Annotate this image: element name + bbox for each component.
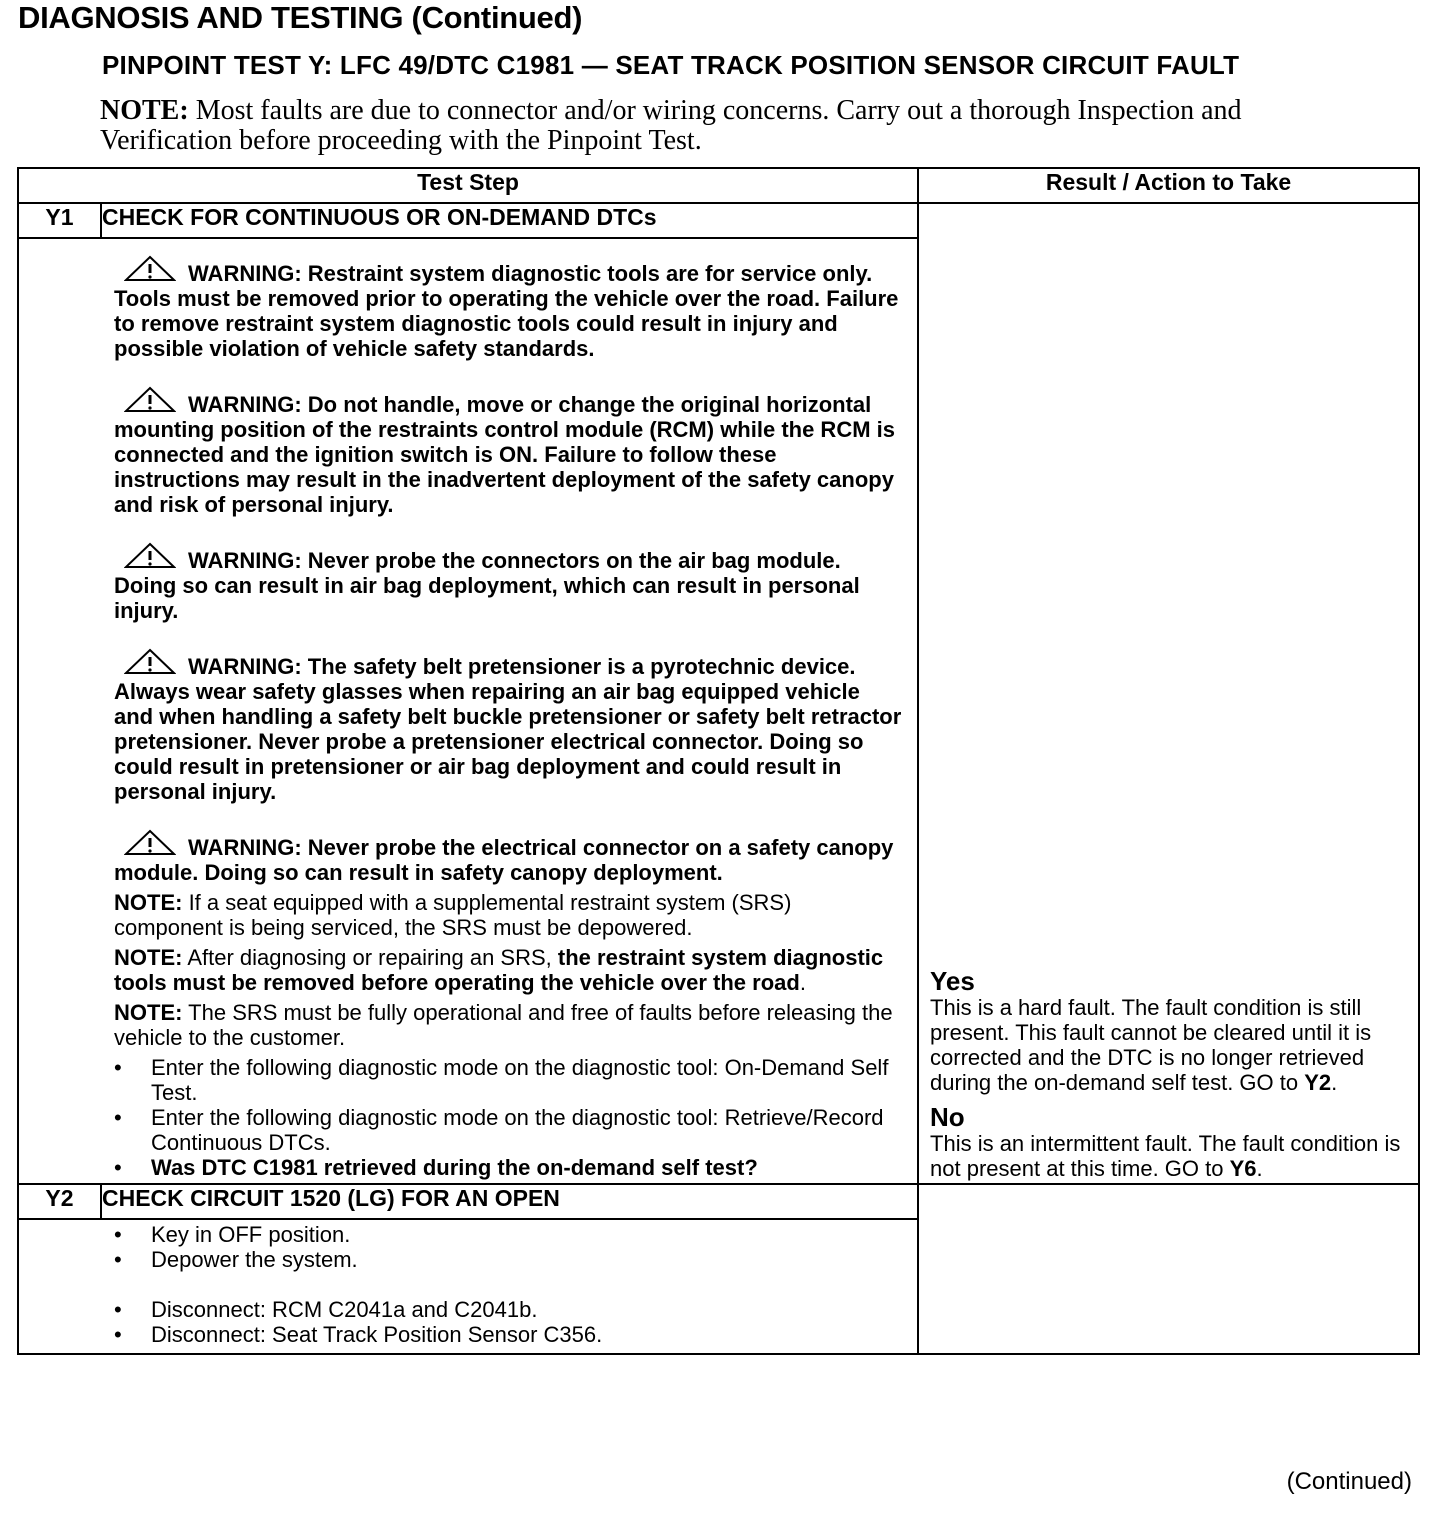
step-id: Y2 [18,1184,101,1219]
note [114,1000,905,1050]
warning-block [114,386,905,517]
warning-text: WARNING: Restraint system diagnostic tools are for service only. Tools must be removed prior to operating the vehicle over the road. Failure to remove restraint system diagnostic tools could result in injury and possible violation of vehicle safety standards. [114,261,899,361]
no-label: No [930,1102,965,1132]
step-y1-result-cell [918,203,1419,1184]
warning-text: WARNING: Never probe the electrical connector on a safety canopy module. Doing so can result in safety canopy deployment. [114,835,894,885]
table-header-row [18,168,1419,203]
note-text-end: . [799,970,806,995]
note-label: NOTE: [114,1000,183,1025]
list-item [114,1222,905,1247]
warning-triangle-icon [124,255,176,283]
warning-text: WARNING: Never probe the connectors on the air bag module. Doing so can result in air bag deployment, which can result in personal injury. [114,548,860,623]
note-text: After diagnosing or repairing an SRS, [182,945,558,970]
bullet: • [114,1105,122,1130]
result-header: Result / Action to Take [918,168,1419,203]
note-label: NOTE: [114,945,183,970]
step-y1-body [18,238,918,1184]
warning-block [114,829,905,885]
page-title: DIAGNOSIS AND TESTING (Continued) [18,0,583,35]
no-action-text: This is an intermittent fault. The fault condition is not present at this time. GO to [930,1131,1401,1181]
question-text: Was DTC C1981 retrieved during the on-demand self test? [151,1155,758,1180]
note-text: If a seat equipped with a supplemental restraint system (SRS) component is being serviced, the SRS must be depowered. [114,890,792,940]
list-item [114,1105,905,1155]
yes-action [930,995,1408,1095]
no-period: . [1256,1156,1263,1181]
list-item-text: Disconnect: Seat Track Position Sensor C356. [151,1322,603,1347]
continued-label: (Continued) [1286,1468,1412,1495]
bullet: • [114,1155,122,1180]
yes-period: . [1331,1070,1338,1095]
list-item-text: Disconnect: RCM C2041a and C2041b. [151,1297,538,1322]
warning-triangle-icon [124,542,176,570]
note [114,945,905,995]
list-item [114,1322,905,1347]
yes-goto: Y2 [1304,1070,1332,1095]
step-y2-result-cell [918,1184,1419,1354]
warning-block [114,648,905,804]
list-item-text: Key in OFF position. [151,1222,351,1247]
note [114,890,905,940]
instruction-list [114,1297,905,1347]
instruction-list [114,1055,905,1180]
warning-text: WARNING: The safety belt pretensioner is a pyrotechnic device. Always wear safety glasses when repairing an air bag equipped vehicle and when handling a safety belt buckle pretensioner or safety belt retractor pretensioner. Never probe a pretensioner electrical connector. Doing so could result in pretensioner or air bag deployment and could result in personal injury. [114,654,902,804]
intro-note-text: Most faults are due to connector and/or wiring concerns. Carry out a thorough Inspection and Verification before proceeding with the Pinpoint Test. [100,95,1242,156]
bullet: • [114,1322,122,1347]
step-id: Y1 [18,203,101,238]
warning-triangle-icon [124,386,176,414]
warning-triangle-icon [124,829,176,857]
no-action [930,1131,1408,1181]
bullet: • [114,1222,122,1247]
intro-note [100,96,1250,156]
step-title: CHECK FOR CONTINUOUS OR ON-DEMAND DTCs [101,203,918,238]
bullet: • [114,1297,122,1322]
no-goto: Y6 [1229,1156,1257,1181]
step-y2-body [18,1219,918,1354]
list-item [114,1297,905,1322]
warning-block [114,542,905,623]
warning-block [114,255,905,361]
yes-label: Yes [930,966,975,996]
question-item [114,1155,905,1180]
test-step-header: Test Step [18,168,918,203]
bullet: • [114,1055,122,1080]
note-text: The SRS must be fully operational and free of faults before releasing the vehicle to the customer. [114,1000,893,1050]
step-title: CHECK CIRCUIT 1520 (LG) FOR AN OPEN [101,1184,918,1219]
list-item [114,1247,905,1272]
list-item-text: Enter the following diagnostic mode on the diagnostic tool: On-Demand Self Test. [151,1055,889,1105]
pinpoint-test-table [17,167,1420,1355]
list-item-text: Enter the following diagnostic mode on the diagnostic tool: Retrieve/Record Continuous DTCs. [151,1105,884,1155]
bullet: • [114,1247,122,1272]
warning-text: WARNING: Do not handle, move or change the original horizontal mounting position of the restraints control module (RCM) while the RCM is connected and the ignition switch is ON. Failure to follow these instructions may result in the inadvertent deployment of the safety canopy and risk of personal injury. [114,392,895,517]
note-text-bold: the restraint system diagnostic tools must be removed before operating the vehicle over the road [114,945,884,995]
step-y1-title-row [18,203,1419,238]
warning-triangle-icon [124,648,176,676]
intro-note-label: NOTE: [100,95,189,126]
list-item-text: Depower the system. [151,1247,358,1272]
note-label: NOTE: [114,890,183,915]
list-item [114,1055,905,1105]
pinpoint-test-title: PINPOINT TEST Y: LFC 49/DTC C1981 — SEAT TRACK POSITION SENSOR CIRCUIT FAULT [102,50,1240,80]
yes-action-text: This is a hard fault. The fault condition is still present. This fault cannot be cleared until it is corrected and the DTC is no longer retrieved during the on-demand self test. GO to [930,995,1372,1095]
instruction-list [114,1222,905,1272]
step-y1-result [919,967,1418,1181]
step-y2-title-row [18,1184,1419,1219]
